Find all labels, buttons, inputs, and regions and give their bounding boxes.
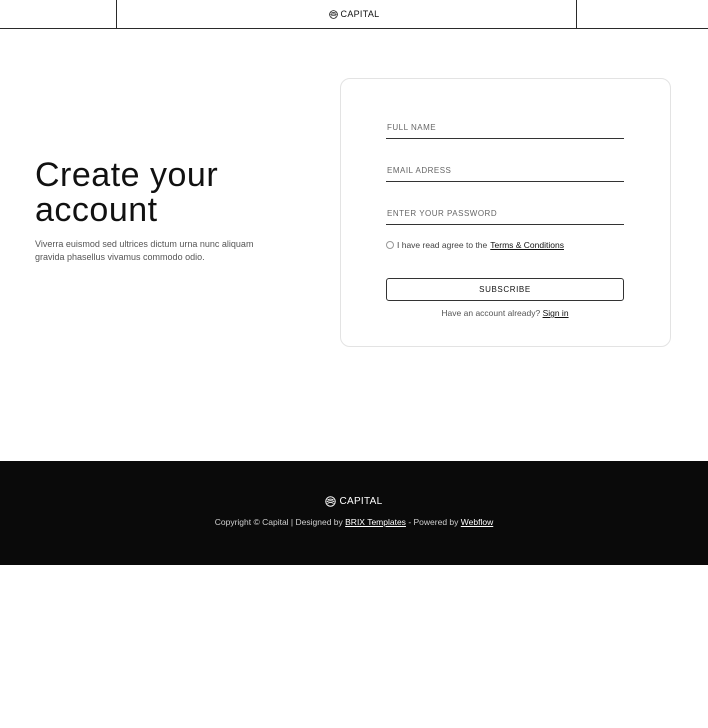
subscribe-button[interactable]: SUBSCRIBE	[386, 278, 624, 301]
header-brand-text: CAPITAL	[340, 9, 380, 19]
full-name-field[interactable]	[386, 124, 624, 139]
terms-agreement	[386, 240, 564, 250]
footer-brand-text: CAPITAL	[339, 496, 383, 507]
have-account-line	[386, 308, 624, 318]
terms-radio[interactable]	[386, 241, 394, 249]
signup-form-card	[340, 78, 671, 347]
have-account-text: Have an account already?	[441, 308, 541, 318]
password-field[interactable]	[386, 210, 624, 225]
full-name-placeholder: FULL NAME	[387, 123, 437, 132]
page-title: Create your account	[35, 156, 219, 229]
email-placeholder: EMAIL ADRESS	[387, 166, 452, 175]
sign-in-link[interactable]: Sign in	[542, 308, 569, 318]
header-right-cell	[576, 0, 708, 29]
hero-description: Viverra euismod sed ultrices dictum urna nunc aliquam gravida phasellus vivamus commodo odio.	[35, 239, 254, 262]
capital-logo-icon	[325, 496, 336, 507]
copyright-text: Copyright © Capital | Designed by	[214, 517, 343, 527]
footer-copyright	[0, 517, 708, 527]
site-footer	[0, 461, 708, 565]
capital-logo-icon	[329, 10, 338, 19]
webflow-link[interactable]: Webflow	[460, 517, 494, 527]
password-placeholder: ENTER YOUR PASSWORD	[387, 209, 498, 218]
terms-link[interactable]: Terms & Conditions	[490, 240, 564, 250]
hero-section	[35, 158, 295, 264]
powered-text: - Powered by	[408, 517, 459, 527]
email-field[interactable]	[386, 167, 624, 182]
footer-logo[interactable]	[0, 496, 708, 507]
site-header	[0, 0, 708, 29]
terms-agree-text: I have read agree to the	[397, 240, 488, 250]
designer-link[interactable]: BRIX Templates	[345, 517, 406, 527]
